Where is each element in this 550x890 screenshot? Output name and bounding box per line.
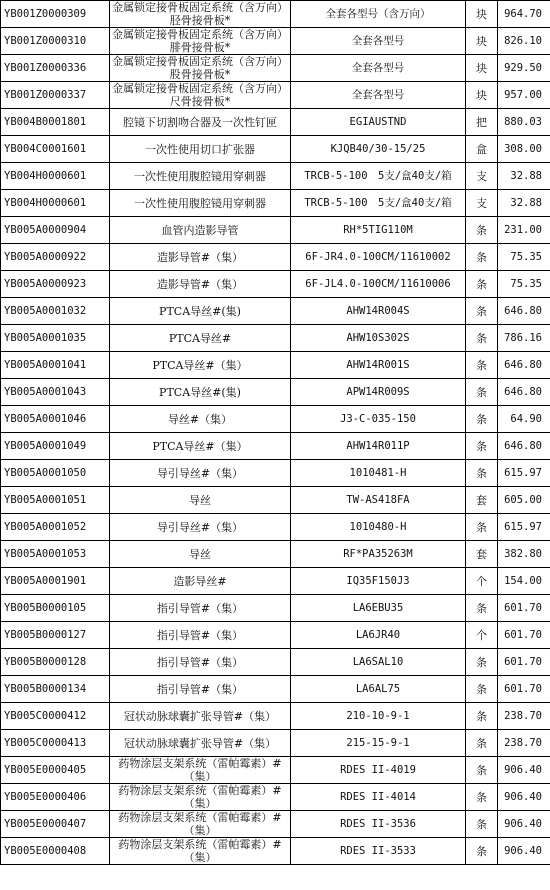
item-code-cell: YB005B0000105 (1, 595, 110, 622)
item-unit-cell: 个 (466, 622, 498, 649)
item-price-cell: 382.80 (498, 541, 550, 568)
item-name-cell: 金属锁定接骨板固定系统（含万向）腓骨接骨板* (110, 28, 291, 55)
table-row (1, 379, 550, 406)
table-row (1, 217, 550, 244)
item-price-cell: 906.40 (498, 838, 550, 865)
table-body (1, 1, 550, 865)
table-row (1, 460, 550, 487)
item-name-cell: 血管内造影导管 (110, 217, 291, 244)
item-unit-cell: 条 (466, 244, 498, 271)
item-price-cell: 238.70 (498, 730, 550, 757)
item-name-cell: 冠状动脉球囊扩张导管#（集） (110, 730, 291, 757)
item-name-cell: PTCA导丝#（集） (110, 433, 291, 460)
item-code-cell: YB005A0001041 (1, 352, 110, 379)
item-model-cell: 1010480-H (291, 514, 466, 541)
item-price-cell: 601.70 (498, 676, 550, 703)
table-row (1, 325, 550, 352)
table-row (1, 649, 550, 676)
item-name-cell: 导丝 (110, 541, 291, 568)
item-price-cell: 826.10 (498, 28, 550, 55)
item-unit-cell: 条 (466, 433, 498, 460)
item-code-cell: YB004C0001601 (1, 136, 110, 163)
item-name-cell: 药物涂层支架系统（雷帕霉素）#（集） (110, 784, 291, 811)
table-row (1, 811, 550, 838)
item-price-cell: 32.88 (498, 163, 550, 190)
item-name-cell: 金属锁定接骨板固定系统（含万向）胫骨接骨板* (110, 1, 291, 28)
item-model-cell: AHW14R011P (291, 433, 466, 460)
item-price-cell: 646.80 (498, 298, 550, 325)
item-name-cell: 一次性使用腹腔镜用穿刺器 (110, 190, 291, 217)
table-row (1, 244, 550, 271)
item-name-cell: 一次性使用切口扩张器 (110, 136, 291, 163)
item-price-cell: 906.40 (498, 757, 550, 784)
item-name-cell: 导丝#（集） (110, 406, 291, 433)
item-model-cell: TW-AS418FA (291, 487, 466, 514)
item-model-cell: 215-15-9-1 (291, 730, 466, 757)
item-model-cell: KJQB40/30-15/25 (291, 136, 466, 163)
item-unit-cell: 条 (466, 298, 498, 325)
table-row (1, 28, 550, 55)
item-unit-cell: 条 (466, 379, 498, 406)
item-unit-cell: 条 (466, 703, 498, 730)
item-name-cell: 药物涂层支架系统（雷帕霉素）#（集） (110, 811, 291, 838)
item-model-cell: LA6SAL10 (291, 649, 466, 676)
table-row (1, 676, 550, 703)
table-row (1, 838, 550, 865)
item-unit-cell: 块 (466, 1, 498, 28)
item-price-cell: 32.88 (498, 190, 550, 217)
table-row (1, 163, 550, 190)
item-name-cell: 造影导丝# (110, 568, 291, 595)
item-name-cell: 药物涂层支架系统（雷帕霉素）#（集） (110, 838, 291, 865)
item-model-cell: RDES II-3533 (291, 838, 466, 865)
item-code-cell: YB005C0000412 (1, 703, 110, 730)
item-unit-cell: 个 (466, 568, 498, 595)
item-model-cell: 6F-JR4.0-100CM/11610002 (291, 244, 466, 271)
item-model-cell: EGIAUSTND (291, 109, 466, 136)
item-model-cell: LA6JR40 (291, 622, 466, 649)
table-row (1, 514, 550, 541)
item-price-cell: 615.97 (498, 514, 550, 541)
table-row (1, 703, 550, 730)
item-price-cell: 601.70 (498, 595, 550, 622)
item-price-cell: 308.00 (498, 136, 550, 163)
item-model-cell: TRCB-5-100 5支/盒40支/箱 (291, 190, 466, 217)
item-model-cell: LA6AL75 (291, 676, 466, 703)
item-model-cell: RDES II-4019 (291, 757, 466, 784)
item-code-cell: YB005E0000408 (1, 838, 110, 865)
item-unit-cell: 条 (466, 730, 498, 757)
item-price-cell: 238.70 (498, 703, 550, 730)
item-price-cell: 880.03 (498, 109, 550, 136)
item-price-cell: 906.40 (498, 811, 550, 838)
item-unit-cell: 块 (466, 82, 498, 109)
table-row (1, 595, 550, 622)
item-code-cell: YB005C0000413 (1, 730, 110, 757)
item-code-cell: YB005B0000127 (1, 622, 110, 649)
item-unit-cell: 条 (466, 811, 498, 838)
item-unit-cell: 条 (466, 514, 498, 541)
item-name-cell: 指引导管#（集） (110, 649, 291, 676)
item-code-cell: YB005E0000406 (1, 784, 110, 811)
item-name-cell: 指引导管#（集） (110, 595, 291, 622)
item-unit-cell: 条 (466, 757, 498, 784)
item-price-cell: 906.40 (498, 784, 550, 811)
item-unit-cell: 支 (466, 190, 498, 217)
item-price-cell: 75.35 (498, 271, 550, 298)
item-name-cell: 腔镜下切割吻合器及一次性钉匣 (110, 109, 291, 136)
item-model-cell: LA6EBU35 (291, 595, 466, 622)
item-name-cell: 导引导丝#（集） (110, 460, 291, 487)
item-unit-cell: 条 (466, 460, 498, 487)
item-price-cell: 231.00 (498, 217, 550, 244)
item-price-cell: 646.80 (498, 433, 550, 460)
item-price-cell: 615.97 (498, 460, 550, 487)
item-name-cell: 药物涂层支架系统（雷帕霉素）#（集） (110, 757, 291, 784)
item-unit-cell: 支 (466, 163, 498, 190)
item-code-cell: YB005A0001046 (1, 406, 110, 433)
table-row (1, 433, 550, 460)
item-price-cell: 64.90 (498, 406, 550, 433)
table-row (1, 109, 550, 136)
item-code-cell: YB005A0000923 (1, 271, 110, 298)
item-name-cell: PTCA导丝#（集） (110, 352, 291, 379)
table-row (1, 541, 550, 568)
item-unit-cell: 把 (466, 109, 498, 136)
item-code-cell: YB001Z0000336 (1, 55, 110, 82)
table-row (1, 568, 550, 595)
item-price-cell: 601.70 (498, 622, 550, 649)
item-unit-cell: 块 (466, 55, 498, 82)
item-model-cell: AHW10S302S (291, 325, 466, 352)
item-name-cell: PTCA导丝#(集) (110, 298, 291, 325)
item-price-cell: 601.70 (498, 649, 550, 676)
item-unit-cell: 条 (466, 784, 498, 811)
item-code-cell: YB005A0001049 (1, 433, 110, 460)
item-price-cell: 957.00 (498, 82, 550, 109)
table-row (1, 55, 550, 82)
item-model-cell: RH*5TIG110M (291, 217, 466, 244)
item-name-cell: PTCA导丝# (110, 325, 291, 352)
item-model-cell: 全套各型号（含万向） (291, 1, 466, 28)
item-code-cell: YB005A0001043 (1, 379, 110, 406)
item-code-cell: YB001Z0000310 (1, 28, 110, 55)
table-row (1, 271, 550, 298)
table-row (1, 1, 550, 28)
item-code-cell: YB005E0000407 (1, 811, 110, 838)
item-code-cell: YB004H0000601 (1, 190, 110, 217)
item-code-cell: YB005A0001035 (1, 325, 110, 352)
item-price-cell: 646.80 (498, 352, 550, 379)
item-code-cell: YB005B0000134 (1, 676, 110, 703)
item-model-cell: APW14R009S (291, 379, 466, 406)
item-code-cell: YB005A0001052 (1, 514, 110, 541)
table-row (1, 406, 550, 433)
item-model-cell: 全套各型号 (291, 55, 466, 82)
item-price-cell: 605.00 (498, 487, 550, 514)
item-code-cell: YB005A0001901 (1, 568, 110, 595)
table-row (1, 730, 550, 757)
item-model-cell: 210-10-9-1 (291, 703, 466, 730)
table-row (1, 136, 550, 163)
item-model-cell: AHW14R001S (291, 352, 466, 379)
item-unit-cell: 条 (466, 406, 498, 433)
table-row (1, 190, 550, 217)
item-code-cell: YB004H0000601 (1, 163, 110, 190)
item-unit-cell: 盒 (466, 136, 498, 163)
item-model-cell: IQ35F150J3 (291, 568, 466, 595)
item-name-cell: PTCA导丝#(集) (110, 379, 291, 406)
item-unit-cell: 条 (466, 217, 498, 244)
item-model-cell: 全套各型号 (291, 82, 466, 109)
item-price-cell: 646.80 (498, 379, 550, 406)
item-name-cell: 造影导管#（集） (110, 244, 291, 271)
item-model-cell: 6F-JL4.0-100CM/11610006 (291, 271, 466, 298)
table-row (1, 487, 550, 514)
item-unit-cell: 条 (466, 271, 498, 298)
item-price-cell: 964.70 (498, 1, 550, 28)
item-code-cell: YB005A0000922 (1, 244, 110, 271)
item-price-cell: 75.35 (498, 244, 550, 271)
table-row (1, 757, 550, 784)
item-price-cell: 929.50 (498, 55, 550, 82)
item-model-cell: 全套各型号 (291, 28, 466, 55)
item-code-cell: YB005A0001053 (1, 541, 110, 568)
table-row (1, 298, 550, 325)
item-code-cell: YB001Z0000309 (1, 1, 110, 28)
item-code-cell: YB005A0001050 (1, 460, 110, 487)
item-code-cell: YB005A0001032 (1, 298, 110, 325)
item-name-cell: 导引导丝#（集） (110, 514, 291, 541)
item-model-cell: TRCB-5-100 5支/盒40支/箱 (291, 163, 466, 190)
item-unit-cell: 块 (466, 28, 498, 55)
item-model-cell: 1010481-H (291, 460, 466, 487)
item-unit-cell: 套 (466, 541, 498, 568)
item-unit-cell: 条 (466, 838, 498, 865)
item-name-cell: 金属锁定接骨板固定系统（含万向）股骨接骨板* (110, 55, 291, 82)
table-row (1, 352, 550, 379)
item-model-cell: J3-C-035-150 (291, 406, 466, 433)
item-code-cell: YB005A0000904 (1, 217, 110, 244)
item-model-cell: RDES II-3536 (291, 811, 466, 838)
item-unit-cell: 条 (466, 676, 498, 703)
item-price-cell: 154.00 (498, 568, 550, 595)
item-code-cell: YB004B0001801 (1, 109, 110, 136)
item-name-cell: 导丝 (110, 487, 291, 514)
item-name-cell: 一次性使用腹腔镜用穿刺器 (110, 163, 291, 190)
item-code-cell: YB005B0000128 (1, 649, 110, 676)
item-code-cell: YB001Z0000337 (1, 82, 110, 109)
item-unit-cell: 条 (466, 352, 498, 379)
table-row (1, 622, 550, 649)
item-unit-cell: 条 (466, 595, 498, 622)
item-unit-cell: 条 (466, 649, 498, 676)
item-name-cell: 冠状动脉球囊扩张导管#（集） (110, 703, 291, 730)
item-model-cell: RDES II-4014 (291, 784, 466, 811)
table-row (1, 784, 550, 811)
item-code-cell: YB005A0001051 (1, 487, 110, 514)
table-row (1, 82, 550, 109)
item-name-cell: 指引导管#（集） (110, 676, 291, 703)
item-name-cell: 金属锁定接骨板固定系统（含万向）尺骨接骨板* (110, 82, 291, 109)
item-unit-cell: 条 (466, 325, 498, 352)
item-model-cell: AHW14R004S (291, 298, 466, 325)
item-model-cell: RF*PA35263M (291, 541, 466, 568)
item-name-cell: 指引导管#（集） (110, 622, 291, 649)
item-name-cell: 造影导管#（集） (110, 271, 291, 298)
item-code-cell: YB005E0000405 (1, 757, 110, 784)
item-unit-cell: 套 (466, 487, 498, 514)
item-price-cell: 786.16 (498, 325, 550, 352)
